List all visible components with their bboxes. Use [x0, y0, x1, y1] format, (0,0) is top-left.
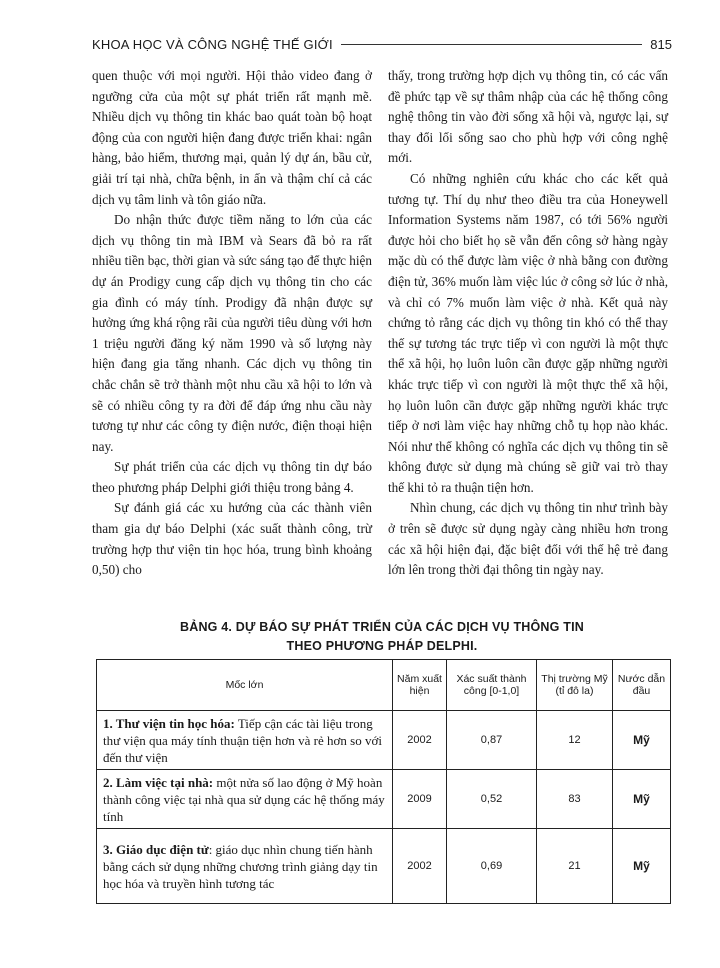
milestone-cell — [97, 829, 393, 904]
forecast-table — [96, 659, 671, 904]
market-cell: 83 — [537, 770, 613, 829]
header-market: Thị trường Mỹ (tỉ đô la) — [537, 660, 613, 711]
country-cell: Mỹ — [613, 711, 671, 770]
header-year: Năm xuất hiện — [393, 660, 447, 711]
left-column — [92, 66, 372, 581]
year-cell: 2002 — [393, 711, 447, 770]
header-milestone: Mốc lớn — [97, 660, 393, 711]
table-caption — [92, 618, 672, 656]
table-caption-line: BẢNG 4. DỰ BÁO SỰ PHÁT TRIỂN CỦA CÁC DỊCH VỤ THÔNG TIN — [179, 620, 584, 634]
paragraph: Do nhận thức được tiềm năng to lớn của các dịch vụ thông tin mà IBM và Sears đã bỏ ra rất nhiều tiền bạc, thời gian và sức sáng tạo để thực hiện dự án Prodigy cung cấp dịch vụ thông tin cho các gia đình có máy tính. Prodigy đã nhận được sự hưởng ứng khá rộng rãi của người tiêu dùng với hơn 1 triệu người đăng ký năm 1990 và số lượng này hiện đang gia tăng nhanh. Các dịch vụ thông tin chắc chắn sẽ trở thành một nhu cầu xã hội to lớn và sẽ có nhiều công ty ra đời để đáp ứng nhu cầu này tương tự như các công ty điện nước, điện thoại hiện nay. — [92, 212, 372, 454]
table-header-row — [97, 660, 671, 711]
market-cell: 12 — [537, 711, 613, 770]
probability-cell: 0,87 — [447, 711, 537, 770]
table-row — [97, 770, 671, 829]
header-rule — [341, 44, 642, 45]
journal-title: KHOA HỌC VÀ CÔNG NGHỆ THẾ GIỚI — [92, 36, 333, 52]
table-row — [97, 711, 671, 770]
table-caption-line: THEO PHƯƠNG PHÁP DELPHI. — [286, 639, 478, 653]
paragraph: thấy, trong trường hợp dịch vụ thông tin, có các vấn đề phức tạp về sự thâm nhập của các hệ thống công nghệ thông tin vào đời sống xã hội và, ngược lại, sự thay đổi lối sống sao cho phù hợp với công nghệ mới. — [388, 68, 668, 166]
probability-cell: 0,69 — [447, 829, 537, 904]
header-probability: Xác suất thành công [0-1,0] — [447, 660, 537, 711]
right-column — [388, 66, 668, 581]
milestone-cell — [97, 770, 393, 829]
year-cell: 2002 — [393, 829, 447, 904]
milestone-title: 2. Làm việc tại nhà: — [103, 774, 214, 790]
milestone-title: 3. Giáo dục điện tử — [103, 841, 209, 857]
country-cell: Mỹ — [613, 829, 671, 904]
market-cell: 21 — [537, 829, 613, 904]
paragraph: Sự phát triển của các dịch vụ thông tin dự báo theo phương pháp Delphi giới thiệu trong bảng 4. — [92, 459, 372, 495]
paragraph: quen thuộc với mọi người. Hội thảo video đang ở ngưỡng cửa của một sự phát triển rất mạnh mẽ. Nhiều dịch vụ thông tin khác bao quát toàn bộ hoạt động của con người hiện đang được triển khai: ngân hàng, bảo hiểm, thương mại, quản lý dự án, bầu cử, giải trí tại nhà, chữa bệnh, in ấn và thậm chí cả các dịch vụ tâm linh và tôn giáo nữa. — [92, 68, 372, 207]
running-header — [92, 34, 672, 54]
table-row — [97, 829, 671, 904]
country-cell: Mỹ — [613, 770, 671, 829]
probability-cell: 0,52 — [447, 770, 537, 829]
page-number: 815 — [650, 36, 672, 52]
paragraph: Sự đánh giá các xu hướng của các thành viên tham gia dự báo Delphi (xác suất thành công, trừ trường hợp thư viện tin học hóa, trung bình khoảng 0,50) cho — [92, 500, 372, 578]
paragraph: Nhìn chung, các dịch vụ thông tin như trình bày ở trên sẽ được sử dụng ngày càng nhiều hơn trong các xã hội hiện đại, đặc biệt đối với thế hệ trẻ đang lớn lên trong thời đại thông tin ngày nay. — [388, 500, 668, 578]
paragraph: Có những nghiên cứu khác cho các kết quả tương tự. Thí dụ như theo điều tra của Honeywell Information Systems năm 1987, có tới 56% người được hỏi cho biết họ sẽ vẫn đến công sở hàng ngày mặc dù có thể được làm việc ở nhà bằng con đường điện tử, 36% muốn làm việc lúc ở công sở lúc ở nhà, và chỉ có 7% muốn làm việc ở nhà. Kết quả này chứng tỏ rằng các dịch vụ thông tin khó có thể thay thế sự tương tác trực tiếp vì con người là một thực thể xã hội, họ luôn luôn cần được gặp những người khác trực tiếp vì con người là một thực thể xã hội, họ luôn luôn cần được gặp những người khác trực tiếp ở nơi làm việc hay những chỗ tụ họp nào khác. Nói như thế không có nghĩa các dịch vụ thông tin sẽ không được sử dụng mà chúng sẽ giữ vai trò thay thế khi tỏ ra thuận tiện hơn. — [388, 170, 668, 495]
milestone-text: Tiếp cận các tài liệu trong thư viện qua máy tính thuận tiện hơn và rẻ hơn so với đến thư viện — [103, 715, 382, 765]
milestone-text: : giáo dục nhìn chung tiến hành bằng cách sử dụng những chương trình giảng dạy tin học hóa và truyền hình tương tác — [103, 841, 378, 891]
header-leading-country: Nước dẫn đầu — [613, 660, 671, 711]
year-cell: 2009 — [393, 770, 447, 829]
milestone-title: 1. Thư viện tin học hóa: — [103, 715, 235, 731]
milestone-text: một nửa số lao động ở Mỹ hoàn thành công việc tại nhà qua sử dụng các hệ thống máy tính — [103, 774, 385, 824]
milestone-cell — [97, 711, 393, 770]
